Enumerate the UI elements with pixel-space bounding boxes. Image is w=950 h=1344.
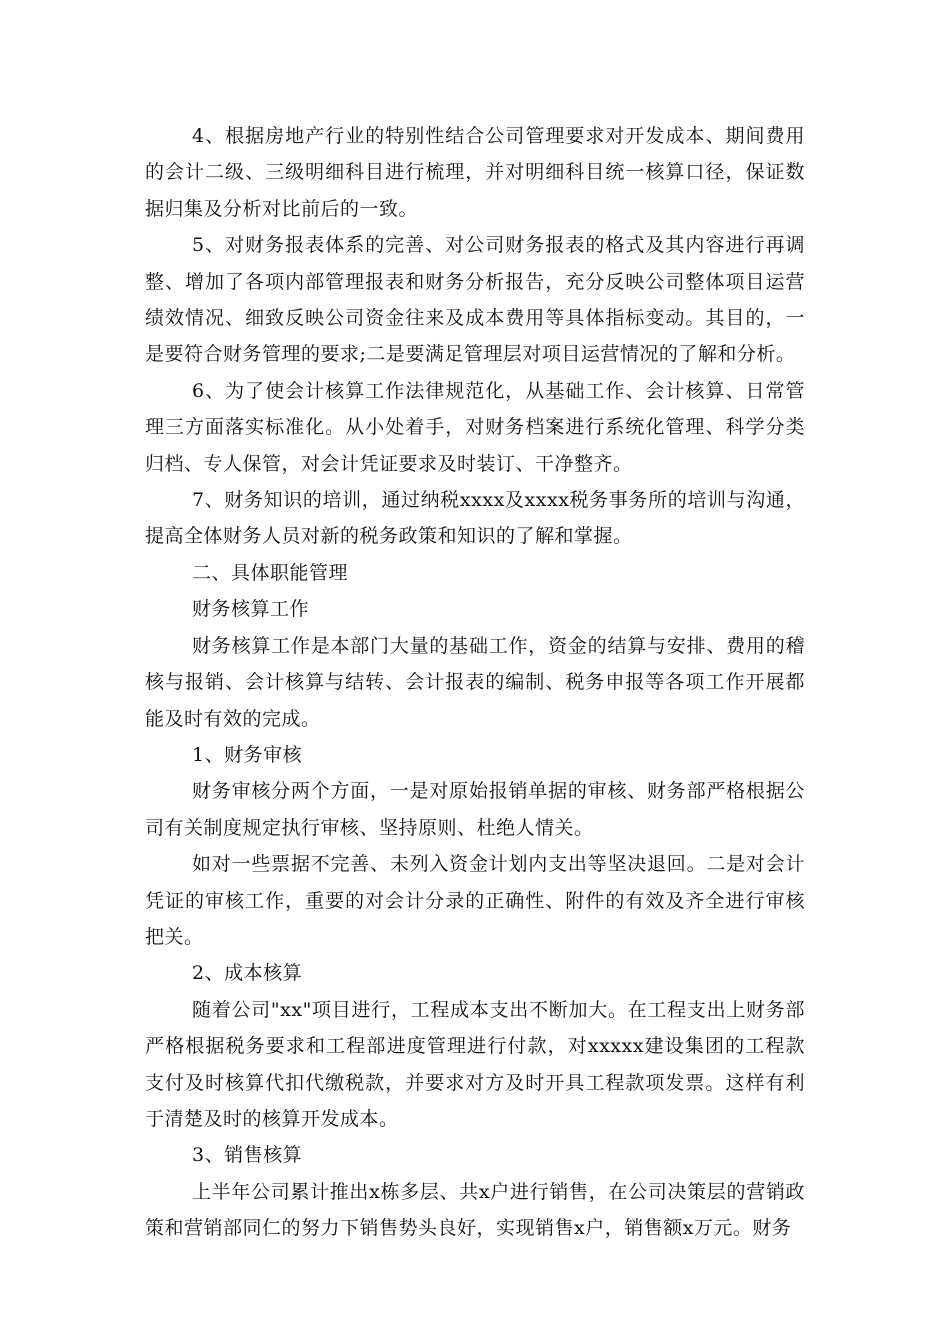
subheading-accounting-work: 财务核算工作 xyxy=(192,598,310,621)
subheading-sales-accounting: 3、销售核算 xyxy=(192,1144,303,1167)
paragraph-item-4-chart-of-accounts: 4、根据房地产行业的特别性结合公司管理要求对开发成本、期间费用的会计二级、三级明细科目进行梳理，并对明细科目统一核算口径，保证数据归集及分析对比前后的一致。 xyxy=(145,125,805,220)
paragraph-cost-accounting: 随着公司"xx"项目进行，工程成本支出不断加大。在工程支出上财务部严格根据税务要求和工程部进度管理进行付款，对xxxxx建设集团的工程款支付及时核算代扣代缴税款，并要求对方及时开具工程款项发票。这样有利于清楚及时的核算开发成本。 xyxy=(145,998,805,1130)
paragraph-item-5-financial-reports: 5、对财务报表体系的完善、对公司财务报表的格式及其内容进行再调整、增加了各项内部管理报表和财务分析报告，充分反映公司整体项目运营绩效情况、细致反映公司资金往来及成本费用等具体指标变动。其目的，一是要符合财务管理的要求;二是要满足管理层对项目运营情况的了解和分析。 xyxy=(145,234,805,366)
section-heading-functional-management: 二、具体职能管理 xyxy=(192,561,349,584)
document-body xyxy=(145,118,805,1247)
paragraph-item-7-training: 7、财务知识的培训，通过纳税xxxx及xxxx税务事务所的培训与沟通，提高全体财务人员对新的税务政策和知识的了解和掌握。 xyxy=(145,489,805,548)
paragraph-voucher-audit: 如对一些票据不完善、未列入资金计划内支出等坚决退回。二是对会计凭证的审核工作，重要的对会计分录的正确性、附件的有效及齐全进行审核把关。 xyxy=(145,853,805,948)
paragraph-sales-accounting: 上半年公司累计推出x栋多层、共x户进行销售，在公司决策层的营销政策和营销部同仁的努力下销售势头良好，实现销售x户，销售额x万元。财务 xyxy=(145,1180,805,1240)
subheading-cost-accounting: 2、成本核算 xyxy=(192,962,303,985)
paragraph-item-6-standardization: 6、为了使会计核算工作法律规范化，从基础工作、会计核算、日常管理三方面落实标准化。从小处着手，对财务档案进行系统化管理、科学分类归档、专人保管，对会计凭证要求及时装订、干净整齐。 xyxy=(145,379,805,475)
paragraph-financial-audit: 财务审核分两个方面，一是对原始报销单据的审核、财务部严格根据公司有关制度规定执行审核、坚持原则、杜绝人情关。 xyxy=(145,780,805,839)
paragraph-accounting-work: 财务核算工作是本部门大量的基础工作，资金的结算与安排、费用的稽核与报销、会计核算与结转、会计报表的编制、税务申报等各项工作开展都能及时有效的完成。 xyxy=(145,634,805,730)
subheading-financial-audit: 1、财务审核 xyxy=(192,743,303,766)
